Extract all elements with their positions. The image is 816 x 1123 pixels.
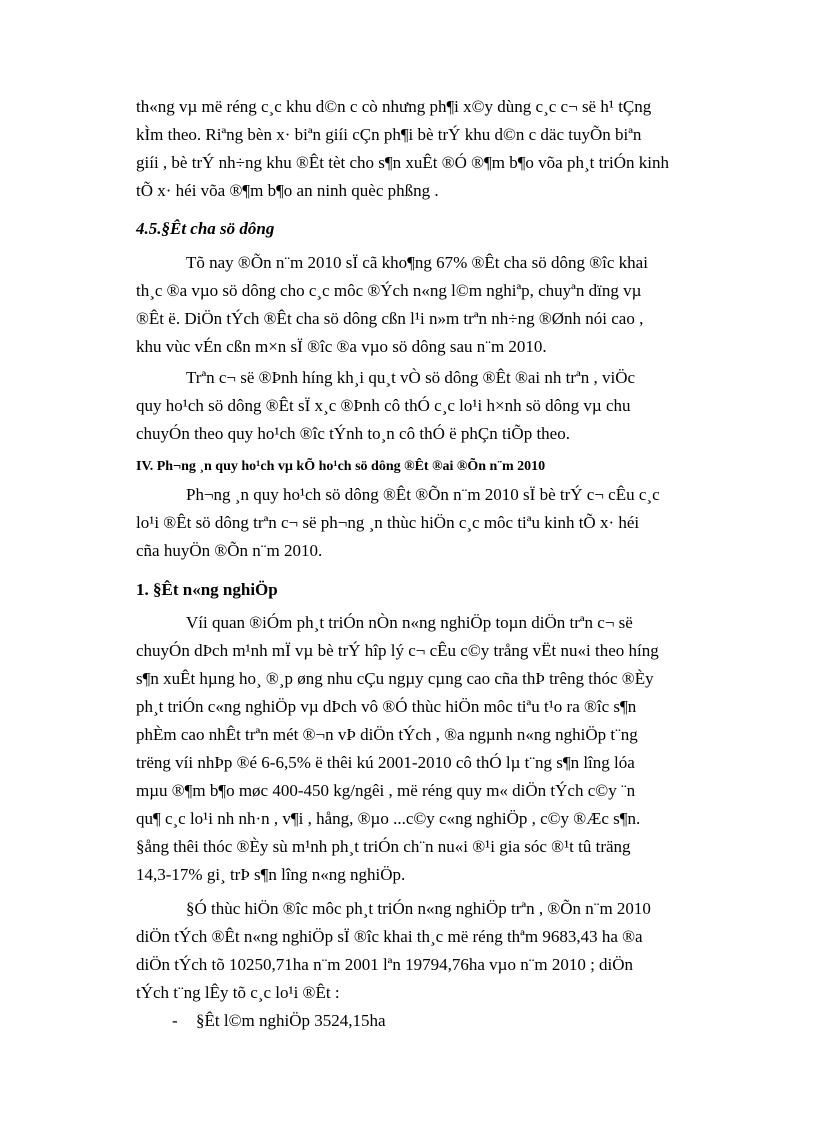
paragraph-6-line: tÝch t¨ng lÊy tõ c¸c lo¹i ®Êt : — [136, 983, 340, 1002]
paragraph-2-line: th¸c ®a vµo sö dông cho c¸c môc ®Ých n«ng l©m nghiªp, chuyªn dïng vµ — [136, 281, 642, 300]
section-heading-4-5: 4.5.§Êt cha sö dông — [136, 219, 275, 238]
paragraph-6-line: diÖn tÝch tõ 10250,71ha n¨m 2001 lªn 19794,76ha vµo n¨m 2010 ; diÖn — [136, 955, 634, 974]
paragraph-1-line: kÌm theo. Riªng bèn x· biªn giíi cÇn ph¶i bè trÝ khu d©n c däc tuyÕn biªn — [136, 125, 642, 144]
paragraph-5-line: qu¶ c¸c lo¹i nh nh·n , v¶i , hång, ®µo ...c©y c«ng nghiÖp , c©y ®Æc s¶n. — [136, 809, 641, 828]
section-heading-IV: IV. Ph¬ng ¸n quy ho¹ch vµ kÕ ho¹ch sö dông ®Êt ®ai ®Õn n¨m 2010 — [136, 459, 546, 474]
paragraph-4-line: cña huyÖn ®Õn n¨m 2010. — [136, 541, 323, 560]
paragraph-1-line: tÕ x· héi võa ®¶m b¶o an ninh quèc phßng . — [136, 181, 439, 200]
paragraph-2-line: ®Êt ë. DiÖn tÝch ®Êt cha sö dông cßn l¹i n»m trªn nh÷ng ®Ønh nói cao , — [136, 309, 644, 328]
paragraph-4-line: Ph¬ng ¸n quy ho¹ch sö dông ®Êt ®Õn n¨m 2010 sÏ bè trÝ c¬ cÊu c¸c — [186, 485, 660, 504]
paragraph-5-line: 14,3-17% gi¸ trÞ s¶n lîng n«ng nghiÖp. — [136, 865, 406, 884]
paragraph-5-line: phÈm cao nhÊt trªn mét ®¬n vÞ diÖn tÝch , ®a ngµnh n«ng nghiÖp t¨ng — [136, 725, 638, 744]
paragraph-3-line: chuyÓn theo quy ho¹ch ®îc tÝnh to¸n cô thÓ ë phÇn tiÕp theo. — [136, 424, 570, 443]
paragraph-1-line: th«ng vµ më réng c¸c khu d©n c cò nhưng ph¶i x©y dùng c¸c c¬ së h¹ tÇng — [136, 97, 652, 116]
paragraph-5-line: s¶n xuÊt hµng ho¸ ®¸p øng nhu cÇu ngµy cµng cao cña thÞ trêng thóc ®Èy — [136, 669, 654, 688]
paragraph-1-line: giíi , bè trÝ nh÷ng khu ®Êt tèt cho s¶n xuÊt ®Ó ®¶m b¶o võa ph¸t triÓn kinh — [136, 153, 669, 172]
paragraph-2-line: Tõ nay ®Õn n¨m 2010 sÏ cã kho¶ng 67% ®Êt cha sö dông ®îc khai — [186, 253, 648, 272]
paragraph-2-line: khu vùc vÉn cßn m×n sÏ ®îc ®a vµo sö dông sau n¨m 2010. — [136, 337, 547, 356]
paragraph-4-line: lo¹i ®Êt sö dông trªn c¬ së ph¬ng ¸n thùc hiÖn c¸c môc tiªu kinh tÕ x· héi — [136, 513, 640, 532]
paragraph-6-line: §Ó thùc hiÖn ®îc môc ph¸t triÓn n«ng nghiÖp trªn , ®Õn n¨m 2010 — [186, 899, 651, 918]
paragraph-5-line: Víi quan ®iÓm ph¸t triÓn nÒn n«ng nghiÖp toµn diÖn trªn c¬ së — [186, 613, 633, 632]
paragraph-5-line: chuyÓn dÞch m¹nh mÏ vµ bè trÝ hîp lý c¬ cÊu c©y trång vËt nu«i theo híng — [136, 641, 659, 660]
list-item: §Êt l©m nghiÖp 3524,15ha — [196, 1011, 386, 1030]
paragraph-5-line: §ång thêi thóc ®Èy sù m¹nh ph¸t triÓn ch¨n nu«i ®¹i gia sóc ®¹t tû träng — [136, 837, 631, 856]
paragraph-5-line: trëng víi nhÞp ®é 6-6,5% ë thêi kú 2001-2010 cô thÓ lµ t¨ng s¶n lîng lóa — [136, 753, 635, 772]
section-heading-1: 1. §Êt n«ng nghiÖp — [136, 580, 278, 599]
paragraph-3-line: quy ho¹ch sö dông ®Êt sÏ x¸c ®Þnh cô thÓ c¸c lo¹i h×nh sö dông vµ chu — [136, 396, 631, 415]
list-bullet: - — [172, 1011, 178, 1030]
paragraph-5-line: mµu ®¶m b¶o møc 400-450 kg/ngêi , më réng quy m« diÖn tÝch c©y ¨n — [136, 781, 636, 800]
paragraph-3-line: Trªn c¬ së ®Þnh híng kh¸i qu¸t vÒ sö dông ®Êt ®ai nh trªn , viÖc — [186, 368, 636, 387]
paragraph-5-line: ph¸t triÓn c«ng nghiÖp vµ dÞch vô ®Ó thùc hiÖn môc tiªu t¹o ra ®îc s¶n — [136, 697, 637, 716]
paragraph-6-line: diÖn tÝch ®Êt n«ng nghiÖp sÏ ®îc khai th¸c më réng thªm 9683,43 ha ®a — [136, 927, 643, 946]
